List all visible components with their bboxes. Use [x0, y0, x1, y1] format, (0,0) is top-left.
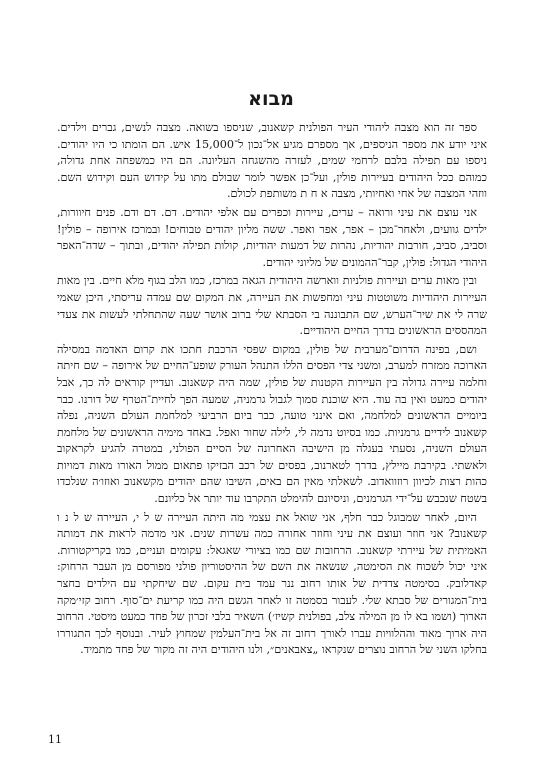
paragraph: היום, לאחר שמבוגל כבר חלף, אני שואל את עצמי מה היתה העיירה ש ל י, העיירה ש ל נ ו קשאנוב? אני חוזר ועוצם את עיני וחוזר אחורה כמה עשרות שנים. אני מדמה לראות את דמותה האמיתית של עיירתי קשאנוב. הרחובות שם כמו בציורי שאגאל: עקומים ועניים, כמו בקריקטורות. איני יכול לשכוח את הסימטה, שנשאה את השם של ההיסטוריון פולני מפורסם מן העבר הרחוק: קאדלובק. בסימטה צדדית של אותו רחוב ננר עמד בית עקום. שם שיחקתי עם הילדים בחצר בית־המגורים של סבתא שלי. לעבור בסמטה זו לאחר הגשם היה כמו קריעת ים־סוף. רחוב קזי׳מקה הארוך (ושמו בא לו מן המילה צלב, בפולנית קשיז׳) השאיר בלבי זכרון של פחד כמעט מיסטי. הרחוב היה ארוך מאוד וההלוויות עברו לאורך רחוב זה אל בית־העלמין שמחוץ לעיר. ובנוסף לכך התגוררו בחלקו השני של הרחוב נוצרים שנקראו „צאבאנים״, ולנו היהודים היה זה מקור של פחד מתמיד. — [57, 510, 487, 657]
paragraph: אני עוצם את עיני ורואה – ערים, עיירות וכפרים עם אלפי יהודים. דם. דם ודם. פנים חיוורות, ילדים גוועים, ולאחר־מכן – אפר, אפר ואפר. ששה מליון יהודים טבוחים! ובמרכז אירופה – פולין! וסביב, סביב, חורבות יהודיות, נהרות של דמעות יהודיות, קולות תפילה יהודים, ובתוך – שדה־האפר היהודי הגדול: פולין, קבר־ההמונים של מליוני יהודים. — [57, 205, 487, 269]
paragraph: ובין מאות ערים ועיירות פולניות ווארשה היהודית הגאה במרכז, כמו הלב בגוף מלא חיים. בין מאות העיירות היהודיות משוטטות עיני ומחפשות את העיירה, את המקום שם עמדה עריסתי, היכן שאמי שרה לי את שיר־הערש, שם התבוננה בי הסבתא שלי ברוב אושר שעה שהתחלתי לעשות את צעדי המהססים הראשונים בדרך החיים היהודיים. — [57, 274, 487, 338]
chapter-title: מבוא — [248, 88, 294, 110]
page-number: 11 — [48, 733, 62, 746]
paragraph: ספר זה הוא מצבה ליהודי העיר הפולנית קשאנוב, שניספו בשואה. מצבה לנשים, גברים וילדים. איני יודע את מספר הניספים, אך מספרם מגיע אל־נכון ל־15,000 איש. הם הומתו כי היו יהודים. ניספו עם תפילה בלבם לרחמי שמים, לעזרה מהשגחה העליונה. הם היו כמשפחה אחת גדולה, כמוהם ככל היהודים בעיירות פולין, ועל־כן אפשר לומר שבולם מתו על קידוש העם וקידוש השם. ווזהי המצבה של אחי ואחיותי, מצבה א ח ת משותפת לכולם. — [57, 121, 487, 201]
paragraph: ושם, בפינה הדרום־מערבית של פולין, במקום שפסי הרכבת חתכו את קרום האדמה במסילה הארוכה ממזרח למערב, ומשני צדי הפסים הללו התנהל העורק שופע־החיים של אירופה – שם חיתה וחלמה עיירה גדולה בין העיירות הקטנות של פולין, שמה היה קשאנוב. ועדיין קוראים לה כך, אבל יהודים כמעט ואין בה עוד. היא שוכנת סמוך לגבול גרמניה, שמעה הפך לחיית־הטרף של דורנו. כבר ביומיים הראשונים למלחמה, ואם אינני טועה, כבר ביום הרביעי למלחמת העולם השניה, נפלה קשאנוב לידיים גרמניות. כמו בסיוט נדמה לי, לילה שחור ואפל. באחד מימיה הראשונים של מלחמת העולם השניה, נסעתי בעגלה מן הישיבה האחרונה של הסיים הפולני, במטרה להגיע לקראקוב ולאשתי. בקירבת מיילץ, בדרך לטארנוב, בפסים של רכב הבזיקו פתאום ממול האורו מאות דמויות כהות רצות לכיוון רוזוואדוב. לשאלתי מאין הם באים, השיבו שהם יהודים מקשאנוב ואוזו׳ה שנלכדו בשטח שנכבש על־ידי הגרמנים, וניסיונם להימלט התקרבו עוד יותר אל כליונם. — [57, 342, 487, 506]
body-text — [57, 120, 487, 661]
